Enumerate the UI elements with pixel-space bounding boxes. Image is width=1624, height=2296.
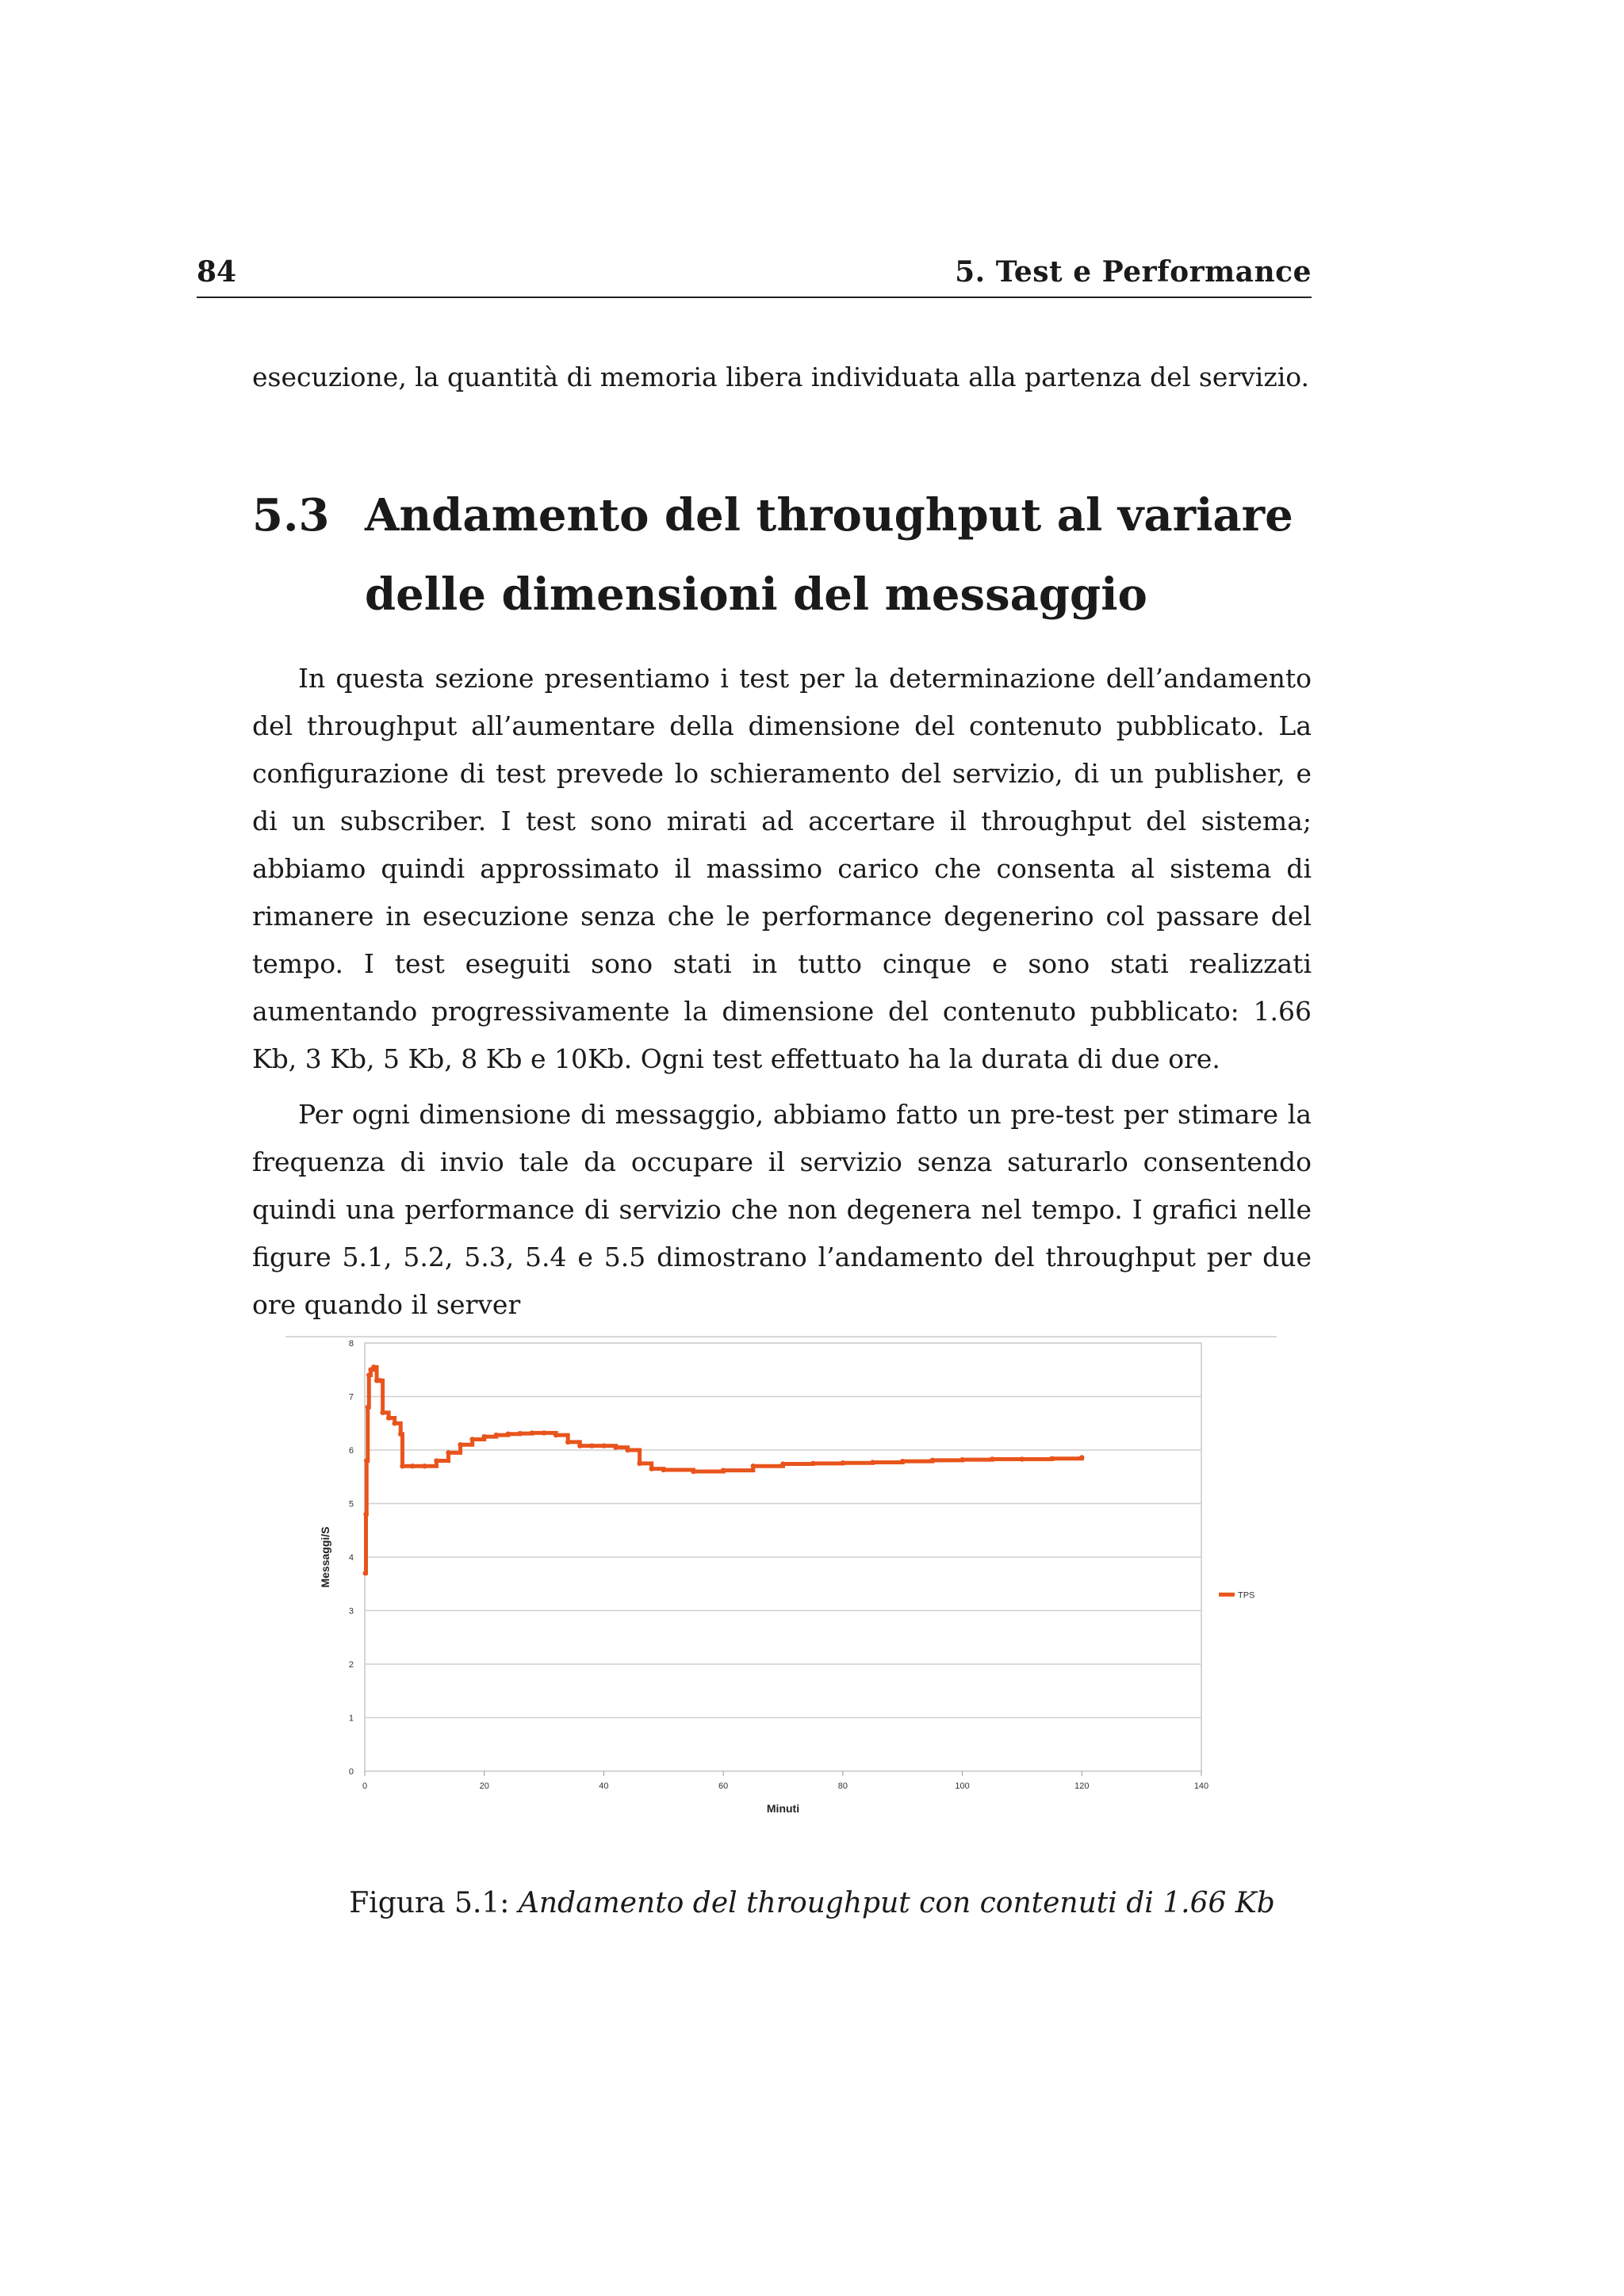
running-header [197,255,1312,298]
x-tick-label: 20 [479,1781,489,1791]
x-tick-label: 0 [362,1781,368,1791]
y-tick-label: 1 [348,1713,354,1724]
page-number: 84 [197,255,237,289]
y-tick-label: 5 [348,1499,354,1510]
series-point-tps [589,1443,594,1448]
series-point-tps [637,1461,642,1466]
series-point-tps [392,1421,396,1425]
series-point-tps [691,1469,695,1474]
series-point-tps [577,1443,582,1448]
legend-label-tps: TPS [1238,1590,1255,1601]
section-number: 5.3 [252,489,330,541]
y-tick-label: 8 [348,1339,354,1349]
x-tick-label: 120 [1074,1781,1090,1791]
series-point-tps [366,1405,370,1410]
series-point-tps [371,1364,376,1369]
series-point-tps [386,1415,391,1420]
series-point-tps [1049,1456,1054,1461]
series-point-tps [530,1430,534,1435]
y-tick-label: 7 [348,1392,354,1402]
series-point-tps [366,1372,371,1377]
series-point-tps [601,1443,606,1448]
x-axis-label: Minuti [766,1802,800,1815]
series-point-tps [410,1464,415,1468]
series-point-tps [363,1571,368,1575]
y-tick-label: 2 [348,1660,354,1670]
series-point-tps [364,1458,369,1463]
y-tick-label: 3 [348,1606,354,1617]
series-point-tps [870,1460,875,1464]
series-point-tps [542,1430,546,1435]
series-point-tps [518,1431,523,1436]
series-point-tps [1020,1456,1025,1461]
y-tick-label: 0 [348,1767,354,1777]
series-point-tps [553,1433,558,1437]
series-point-tps [422,1464,427,1468]
series-point-tps [613,1445,618,1449]
section-title: Andamento del throughput al variare delle dimensioni del messaggio [365,489,1293,621]
series-point-tps [625,1448,630,1452]
series-point-tps [482,1434,487,1439]
series-point-tps [900,1459,905,1464]
series-point-tps [434,1458,439,1463]
series-point-tps [1079,1455,1084,1460]
series-point-tps [661,1468,666,1472]
paragraph-continuation: esecuzione, la quantità di memoria libera individuata alla partenza del servizio. [252,362,1310,392]
y-tick-label: 6 [348,1446,354,1456]
series-point-tps [565,1440,570,1445]
figure-caption [0,1887,1624,1919]
series-point-tps [400,1464,404,1468]
series-point-tps [990,1456,994,1461]
x-tick-label: 40 [599,1781,609,1791]
x-tick-label: 140 [1193,1781,1209,1791]
series-point-tps [458,1442,462,1447]
series-point-tps [841,1460,845,1465]
series-point-tps [506,1432,511,1437]
series-point-tps [494,1433,499,1437]
series-point-tps [469,1437,474,1441]
series-point-tps [380,1410,385,1415]
y-axis-label: Messaggi/S [319,1526,331,1588]
paragraph-pretest: Per ogni dimensione di messaggio, abbiamo fatto un pre-test per stimare la frequenza di invio tale da occupare il servizio senza saturarlo consentendo quindi una performance di servizio che non degenera nel tempo. I grafici nelle figure 5.1, 5.2, 5.3, 5.4 e 5.5 dimostrano l’andamento del throughput per due ore quando il server [252,1099,1312,1320]
chapter-title: 5. Test e Performance [955,255,1312,289]
paragraph-intro: In questa sezione presentiamo i test per la determinazione dell’andamento del throughput all’aumentare della dimensione del contenuto pubblicato. La configurazione di test prevede lo schieramento del servizio, di un publisher, e di un subscriber. I test sono mirati ad accertare il throughput del sistema; abbiamo quindi approssimato il massimo carico che consenta al sistema di rimanere in esecuzione senza che le performance degenerino col passare del tempo. I test eseguiti sono stati in tutto cinque e sono stati realizzati aumentando progressivamente la dimensione del contenuto pubblicato: 1.66 Kb, 3 Kb, 5 Kb, 8 Kb e 10Kb. Ogni test effettuato ha la durata di due ore. [252,663,1312,1074]
x-tick-label: 100 [955,1781,970,1791]
series-point-tps [363,1512,368,1517]
caption-label: Figura 5.1: [349,1887,510,1919]
series-point-tps [649,1466,654,1471]
series-point-tps [930,1458,935,1463]
series-point-tps [751,1464,756,1468]
series-point-tps [810,1461,815,1466]
series-point-tps [780,1461,785,1466]
chart-svg [285,1327,1277,1827]
throughput-chart [285,1327,1277,1827]
series-point-tps [446,1450,450,1455]
series-point-tps [959,1457,964,1462]
y-tick-label: 4 [348,1553,354,1563]
series-point-tps [377,1378,382,1383]
caption-text: Andamento del throughput con contenuti di 1.66 Kb [518,1887,1275,1919]
series-point-tps [721,1468,726,1472]
x-tick-label: 60 [718,1781,729,1791]
x-tick-label: 80 [837,1781,848,1791]
series-point-tps [398,1432,403,1437]
